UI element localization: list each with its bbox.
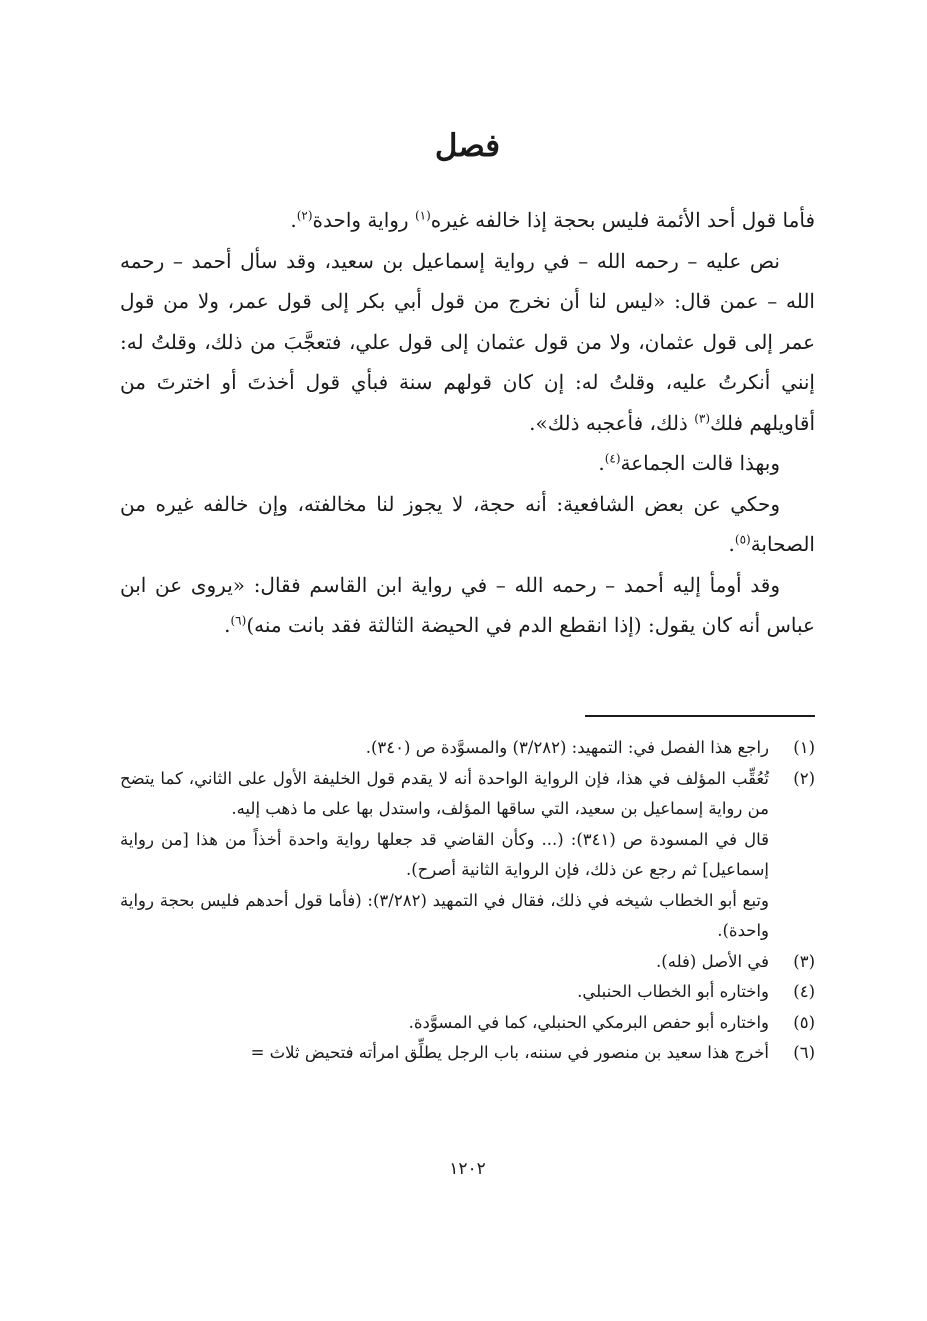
footnote-2 xyxy=(120,764,815,947)
paragraph-text: ذلك، فأعجبه ذلك». xyxy=(529,410,695,435)
footnote-text xyxy=(120,1008,769,1039)
paragraph-1 xyxy=(120,200,815,241)
footnote-ref[interactable]: (٥) xyxy=(734,532,751,547)
footnote-line: أخرج هذا سعيد بن منصور في سننه، باب الرجل يطلِّق امرأته فتحيض ثلاث = xyxy=(250,1043,769,1062)
footnote-5 xyxy=(120,1008,815,1039)
footnote-4 xyxy=(120,977,815,1008)
paragraph-text: . xyxy=(728,532,735,556)
document-page xyxy=(120,0,815,1321)
footnote-3 xyxy=(120,947,815,978)
footnote-6 xyxy=(120,1038,815,1069)
paragraph-text: فأما قول أحد الأئمة فليس بحجة إذا خالفه غيره xyxy=(430,208,815,232)
footnote-number: (٤) xyxy=(793,982,815,1001)
footnote-number: (٦) xyxy=(793,1043,815,1062)
paragraph-text: . xyxy=(290,208,297,232)
paragraph-4 xyxy=(120,484,815,565)
footnote-number: (٣) xyxy=(793,951,815,971)
footnote-line: واختاره أبو الخطاب الحنبلي. xyxy=(577,982,769,1001)
paragraph-5 xyxy=(120,565,815,646)
paragraph-text: وبهذا قالت الجماعة xyxy=(620,451,780,475)
footnote-line: تُعُقِّب المؤلف في هذا، فإن الرواية الواحدة أنه لا يقدم قول الخليفة الأول على الثاني، كما يتضح من رواية إسماعيل بن سعيد، التي ساقها المؤلف، واستدل بها على ما ذهب إليه. xyxy=(120,768,769,818)
paragraph-text: رواية واحدة xyxy=(312,208,415,232)
footnotes xyxy=(120,733,815,1069)
footnote-text xyxy=(120,977,769,1008)
footnote-text xyxy=(120,733,769,764)
paragraph-2 xyxy=(120,241,815,444)
footnote-line: قال في المسودة ص (٣٤١): (... وكأن القاضي قد جعلها رواية واحدة أخذاً من هذا [من رواية إسماعيل] ثم رجع عن ذلك، فإن الرواية الثانية أصرح). xyxy=(120,829,770,879)
footnote-line: راجع هذا الفصل في: التمهيد: (٣/٢٨٢) والمسوَّدة ص (٣٤٠). xyxy=(365,738,769,757)
paragraph-text: . xyxy=(224,613,231,637)
footnote-ref[interactable]: (٦) xyxy=(230,613,247,628)
section-title: فصل xyxy=(434,128,501,164)
footnote-number: (٢) xyxy=(793,768,815,788)
footnote-ref[interactable]: (٣) xyxy=(694,410,711,425)
footnote-ref[interactable]: (٢) xyxy=(296,208,313,223)
paragraph-3 xyxy=(120,443,815,484)
footnote-text xyxy=(120,947,769,978)
footnote-line: واختاره أبو حفص البرمكي الحنبلي، كما في المسوَّدة. xyxy=(408,1012,769,1032)
main-text xyxy=(120,200,815,646)
paragraph-text: نص عليه – رحمه الله – في رواية إسماعيل بن سعيد، وقد سأل أحمد – رحمه الله – عمن قال: «ليس لنا أن نخرج من قول أبي بكر إلى قول عمر، ولا من قول عمر إلى قول عثمان، ولا من قول عثمان إلى قول علي، فتعجَّبَ من ذلك، وقلتُ له: إنني أنكرتُ عليه، وقلتُ له: إن كان قولهم سنة فبأي قول أخذتَ أو اخترتَ من أقاويلهم فلك xyxy=(120,248,815,435)
footnote-ref[interactable]: (١) xyxy=(414,208,431,223)
footnote-text xyxy=(120,764,769,947)
footnote-1 xyxy=(120,733,815,764)
footnote-divider xyxy=(585,715,815,717)
footnote-line: في الأصل (فله). xyxy=(656,951,769,971)
footnote-text xyxy=(120,1038,769,1069)
footnote-ref[interactable]: (٤) xyxy=(604,451,621,466)
footnote-line: وتبع أبو الخطاب شيخه في ذلك، فقال في التمهيد (٣/٢٨٢): (فأما قول أحدهم فليس بحجة رواية واحدة). xyxy=(120,890,769,940)
paragraph-text: وقد أومأ إليه أحمد – رحمه الله – في رواية ابن القاسم فقال: «يروى عن ابن عباس أنه كان يقول: (إذا انقطع الدم في الحيضة الثالثة فقد بانت منه) xyxy=(120,572,815,637)
page-number: ١٢٠٢ xyxy=(449,1159,486,1179)
paragraph-text: وحكي عن بعض الشافعية: أنه حجة، لا يجوز لنا مخالفته، وإن خالفه غيره من الصحابة xyxy=(120,491,815,556)
paragraph-text: . xyxy=(598,451,605,475)
footnote-number: (٥) xyxy=(793,1012,815,1032)
footnote-number: (١) xyxy=(793,738,815,757)
